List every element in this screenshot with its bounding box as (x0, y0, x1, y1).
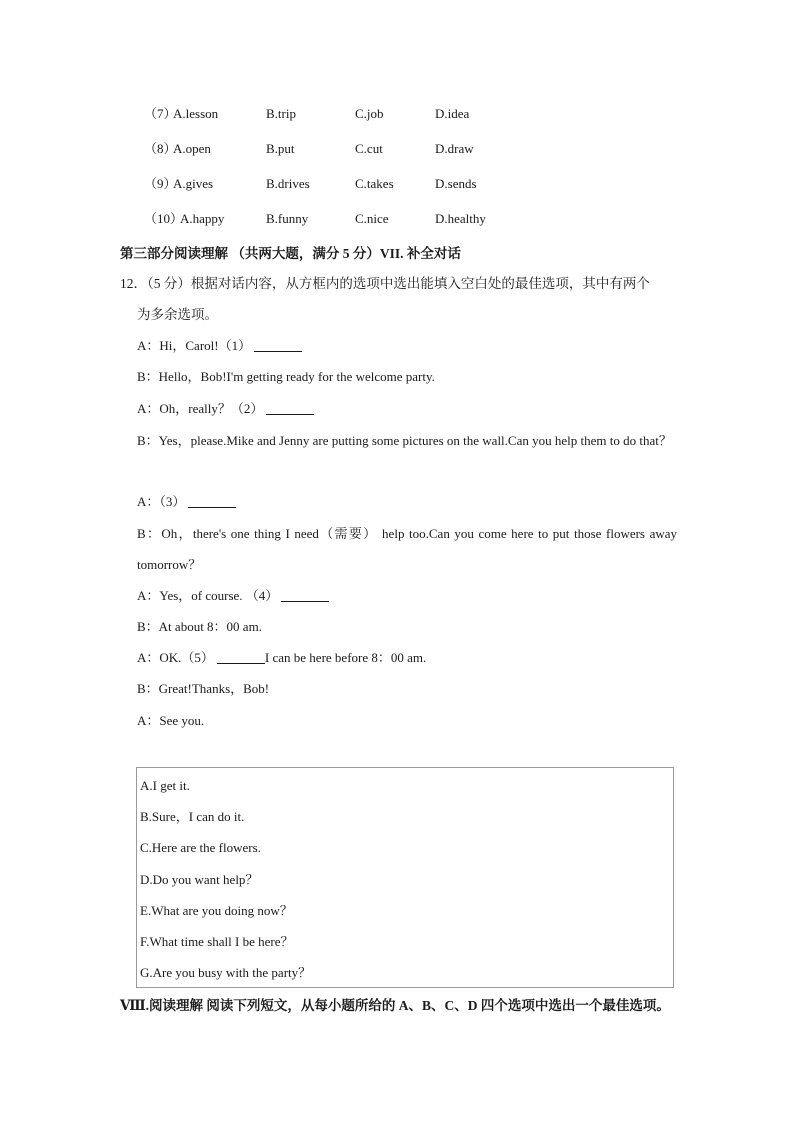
question-stem-cont: 为多余选项。 (137, 307, 218, 322)
answer-blank[interactable] (217, 650, 265, 664)
choices-box (136, 767, 674, 988)
option-a: A.gives (173, 176, 214, 191)
dialogue-line: B：Yes，please.Mike and Jenny are putting some pictures on the wall.Can you help them to do that？ (137, 433, 672, 448)
dialogue-line: A：OK.（5） I can be here before 8：00 am. (137, 650, 427, 665)
option-a: A.open (173, 141, 211, 156)
answer-blank[interactable] (266, 401, 314, 415)
option-number: （10） (144, 211, 184, 226)
option-number: （8） (144, 141, 177, 156)
dialogue-line: A：Oh，really？（2） (137, 399, 314, 419)
option-d: D.healthy (435, 211, 486, 226)
option-number: （7） (144, 106, 177, 121)
choice-item: E.What are you doing now？ (140, 903, 293, 918)
dialogue-line: A：See you. (137, 713, 205, 728)
option-c: C.takes (355, 176, 394, 191)
choice-item: F.What time shall I be here？ (140, 934, 294, 949)
option-d: D.sends (435, 176, 477, 191)
answer-blank[interactable] (281, 588, 329, 602)
answer-blank[interactable] (188, 494, 236, 508)
option-d: D.idea (435, 106, 470, 121)
dialogue-line: A：（3） (137, 492, 236, 512)
dialogue-line: B：Oh，there's one thing I need（需要） help too.Can you come here to put those flowers away tomorrow？ (137, 526, 677, 572)
dialogue-line: B：At about 8：00 am. (137, 619, 262, 634)
option-number: （9） (144, 176, 177, 191)
option-b: B.drives (266, 176, 310, 191)
dialogue-line: A：Hi，Carol!（1） (137, 336, 302, 356)
section-title: 第三部分阅读理解 （共两大题，满分 5 分）VII. 补全对话 (120, 246, 461, 261)
option-a: A.happy (180, 211, 225, 226)
choice-item: B.Sure，I can do it. (140, 809, 245, 824)
option-c: C.nice (355, 211, 389, 226)
dialogue-line: B：Great!Thanks，Bob! (137, 681, 270, 696)
question-stem: 12．（5 分）根据对话内容，从方框内的选项中选出能填入空白处的最佳选项，其中有两个 (120, 276, 650, 291)
option-b: B.funny (266, 211, 309, 226)
dialogue-line: B：Hello，Bob!I'm getting ready for the welcome party. (137, 369, 435, 384)
choice-item: D.Do you want help？ (140, 872, 259, 887)
choice-item: G.Are you busy with the party？ (140, 965, 312, 980)
option-b: B.put (266, 141, 295, 156)
option-c: C.job (355, 106, 384, 121)
dialogue-line: A：Yes，of course. （4） (137, 586, 329, 606)
option-a: A.lesson (173, 106, 219, 121)
choice-item: A.I get it. (140, 778, 190, 793)
option-d: D.draw (435, 141, 474, 156)
answer-blank[interactable] (254, 338, 302, 352)
option-c: C.cut (355, 141, 383, 156)
section-title: Ⅷ.阅读理解 阅读下列短文，从每小题所给的 A、B、C、D 四个选项中选出一个最佳选项。 (120, 998, 670, 1013)
option-b: B.trip (266, 106, 296, 121)
choice-item: C.Here are the flowers. (140, 840, 261, 855)
